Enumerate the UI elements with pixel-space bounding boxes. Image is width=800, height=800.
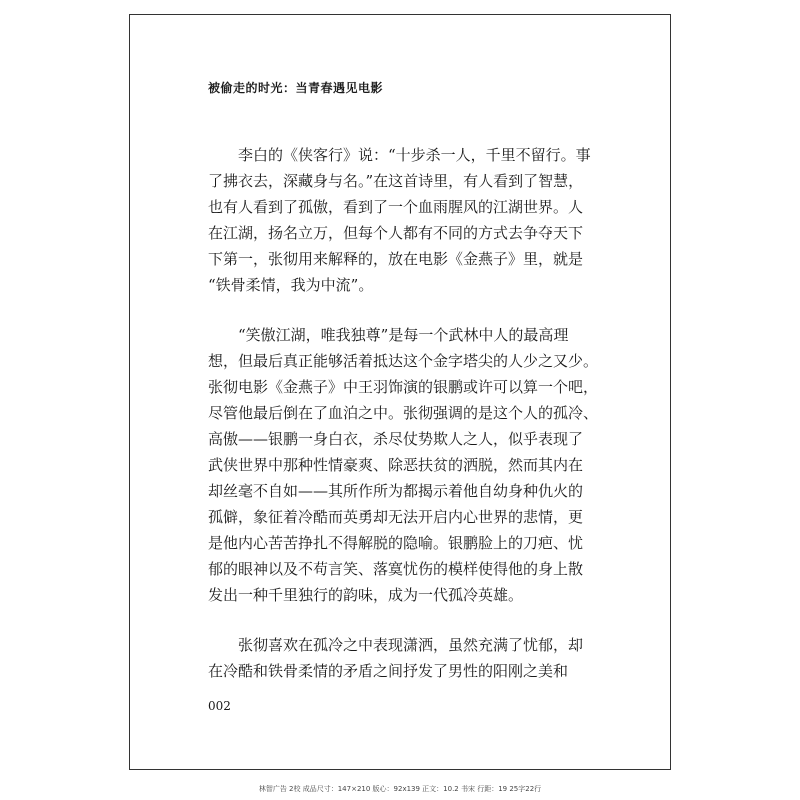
text-line: 想，但最后真正能够活着抵达这个金字塔尖的人少之又少。	[208, 352, 599, 370]
text-line: 在冷酷和铁骨柔情的矛盾之间抒发了男性的阳刚之美和	[208, 662, 569, 680]
text-line: 却丝毫不自如——其所作所为都揭示着他自幼身种仇火的	[208, 482, 584, 500]
text-line: 发出一种千里独行的韵味，成为一代孤冷英雄。	[208, 586, 524, 604]
text-line: 李白的《侠客行》说：“十步杀一人，千里不留行。事	[238, 146, 591, 164]
text-line: 也有人看到了孤傲，看到了一个血雨腥风的江湖世界。人	[208, 198, 584, 216]
text-line: “笑傲江湖，唯我独尊”是每一个武林中人的最高理	[238, 326, 569, 344]
text-line: 是他内心苦苦挣扎不得解脱的隐喻。银鹏脸上的刀疤、忧	[208, 534, 584, 552]
paragraph-3	[208, 632, 584, 684]
paragraph-1	[208, 142, 591, 298]
text-line: 在江湖，扬名立万，但每个人都有不同的方式去争夺天下	[208, 224, 584, 242]
paragraph-2	[208, 322, 599, 608]
text-line: 孤僻，象征着冷酷而英勇却无法开启内心世界的悲情，更	[208, 508, 584, 526]
text-line: 张彻电影《金燕子》中王羽饰演的银鹏或许可以算一个吧，	[208, 378, 599, 396]
text-line: 下第一，张彻用来解释的，放在电影《金燕子》里，就是	[208, 250, 584, 268]
running-head: 被偷走的时光：当青春遇见电影	[208, 81, 384, 95]
text-line: 尽管他最后倒在了血泊之中。张彻强调的是这个人的孤冷、	[208, 404, 599, 422]
body-text	[208, 142, 599, 684]
text-line: 了拂衣去，深藏身与名。”在这首诗里，有人看到了智慧，	[208, 172, 584, 190]
printer-imprint-slug: 林智广告 2校 成品尺寸：147×210 版心：92x139 正文：10.2 书宋 行距：19 25字22行	[258, 785, 542, 793]
text-line: 高傲——银鹏一身白衣，杀尽仗势欺人之人，似乎表现了	[208, 430, 584, 448]
text-line: 张彻喜欢在孤冷之中表现潇洒，虽然充满了忧郁，却	[238, 636, 584, 654]
text-line: 武侠世界中那种性情豪爽、除恶扶贫的洒脱，然而其内在	[208, 456, 584, 474]
text-line: “铁骨柔情，我为中流”。	[208, 276, 374, 294]
page-number: 002	[208, 699, 231, 713]
text-line: 郁的眼神以及不苟言笑、落寞忧伤的模样使得他的身上散	[208, 560, 584, 578]
